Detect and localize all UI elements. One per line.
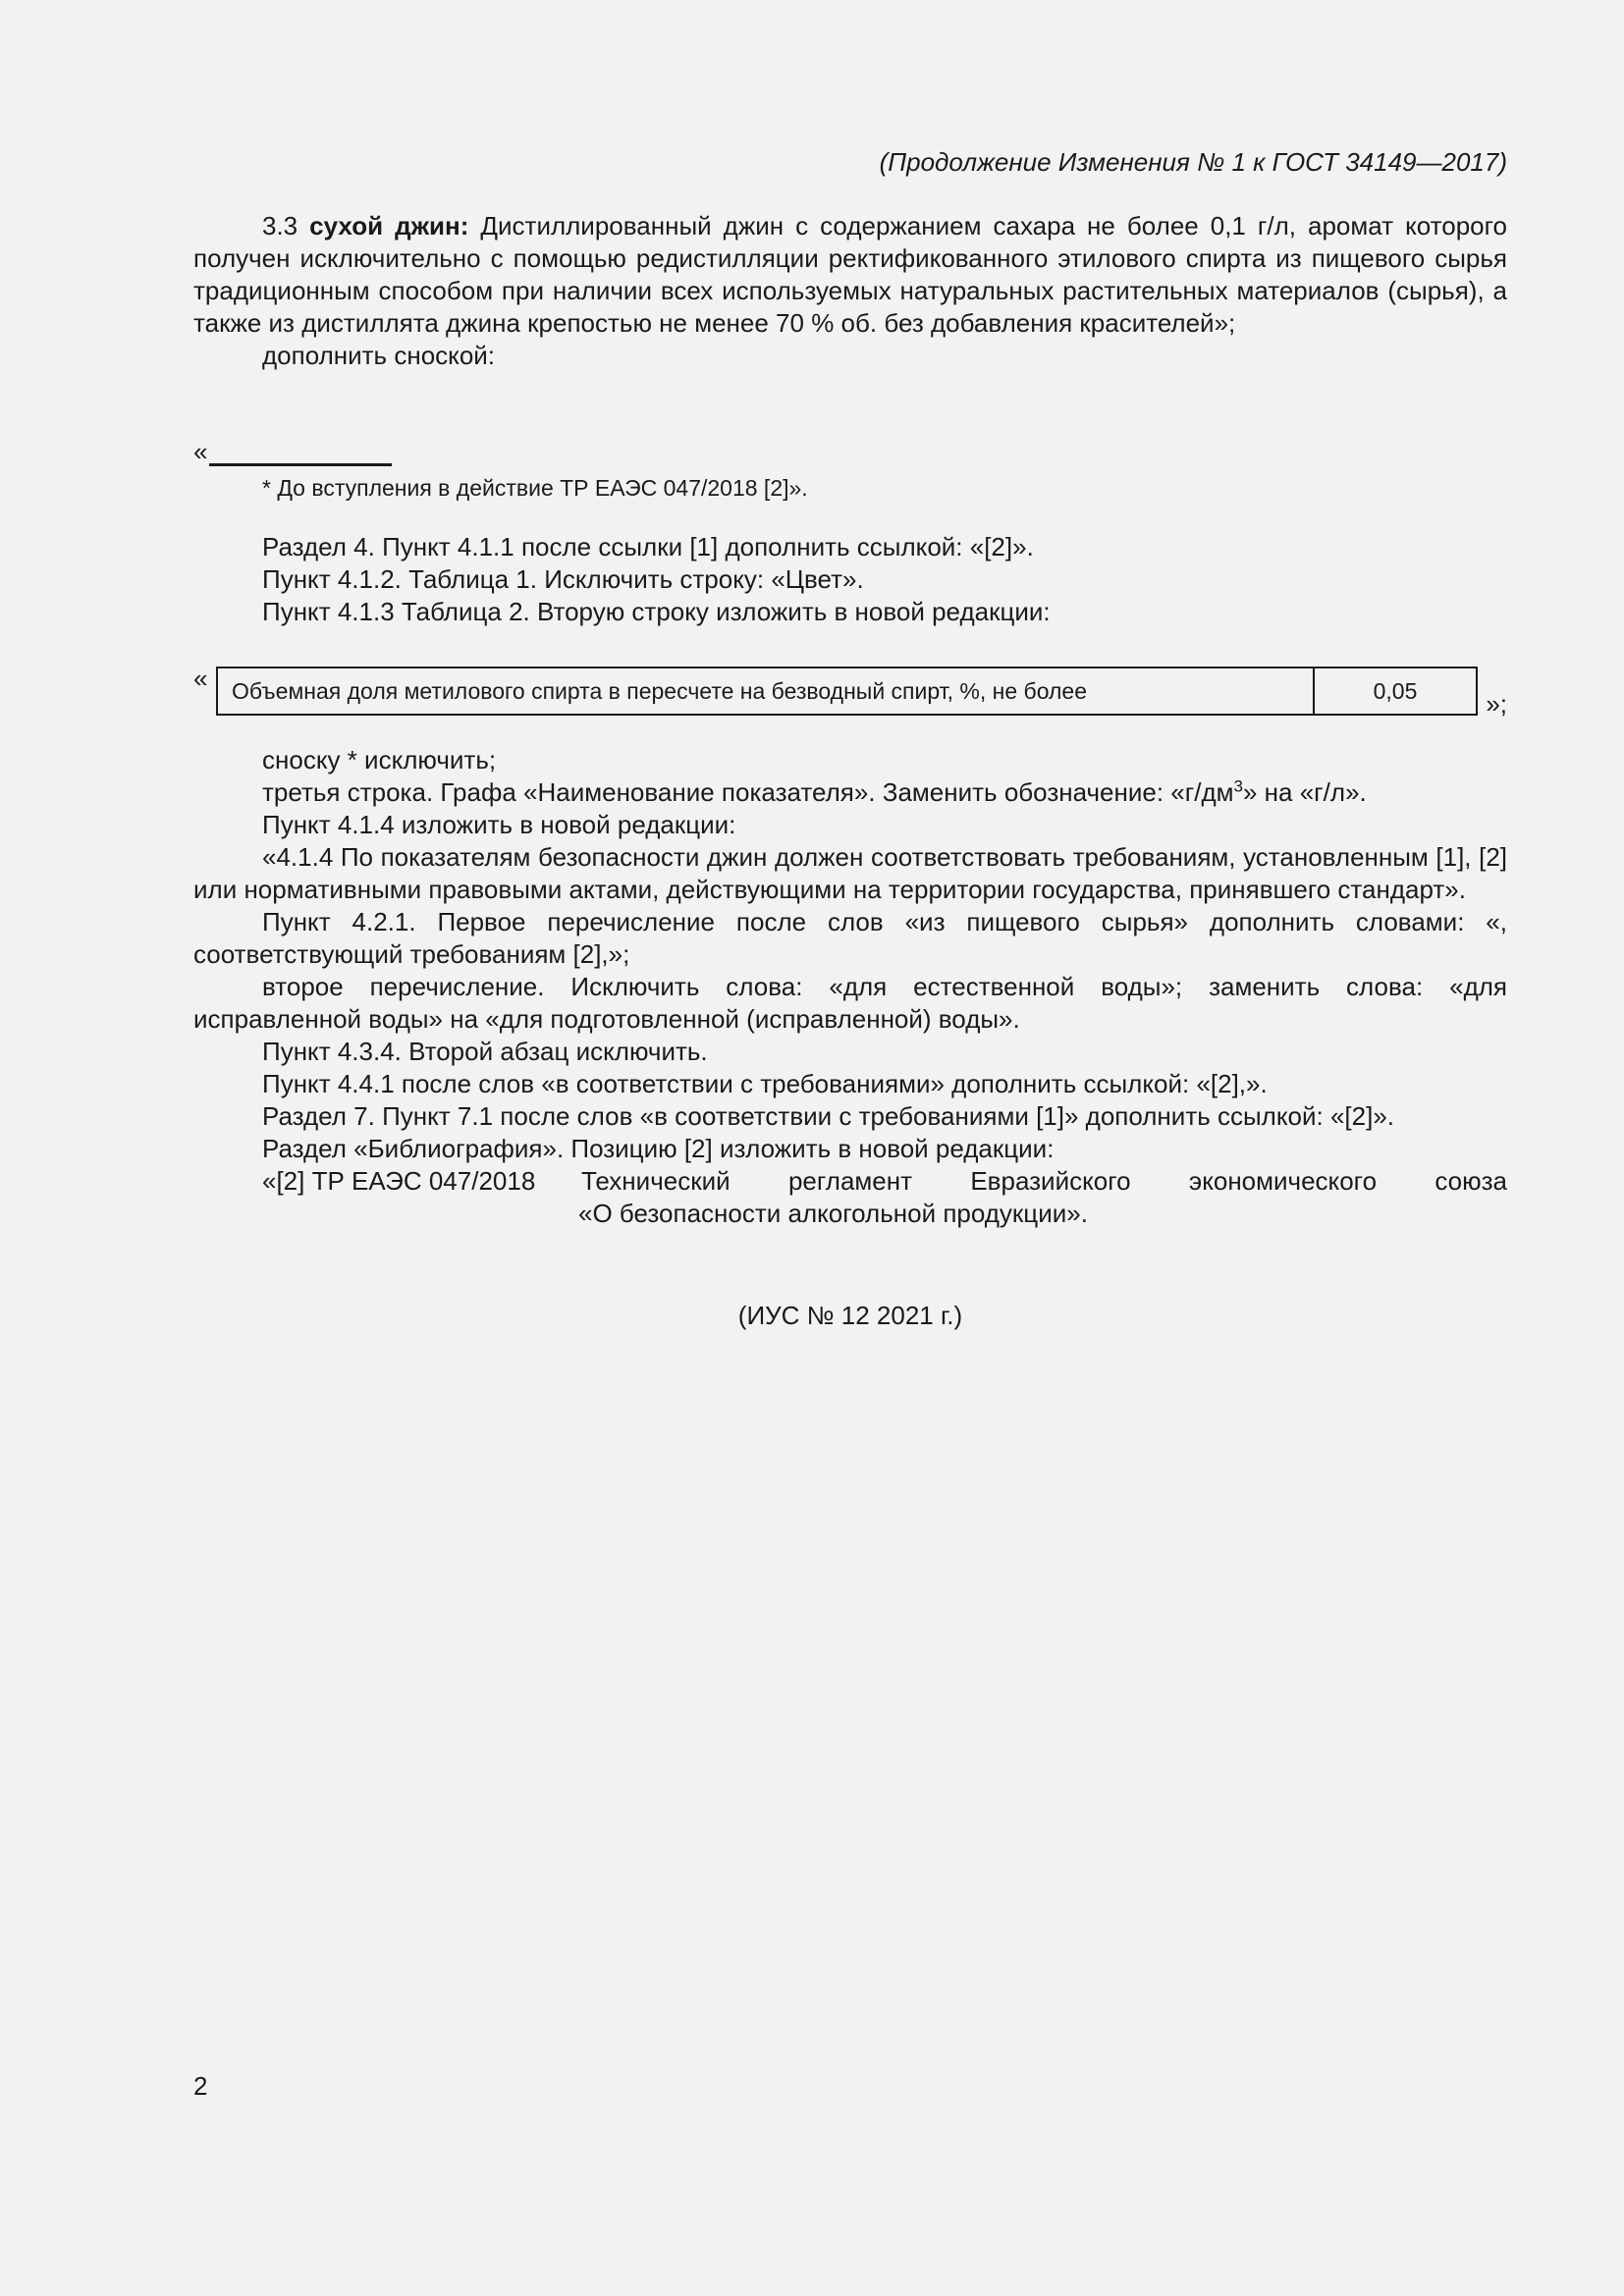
definition-paragraph (193, 210, 1507, 372)
table-cell-name: Объемная доля метилового спирта в пересчете на безводный спирт, %, не более (217, 667, 1314, 715)
instruction-line: Раздел «Библиография». Позицию [2] изложить в новой редакции: (262, 1134, 1055, 1163)
instruction-line: Пункт 4.1.2. Таблица 1. Исключить строку: «Цвет». (262, 564, 864, 594)
table-close-quote: »; (1486, 689, 1507, 719)
definition-number: 3.3 (262, 211, 298, 240)
instruction-line: Пункт 4.1.3 Таблица 2. Вторую строку изложить в новой редакции: (262, 597, 1051, 626)
add-footnote-line: дополнить сноской: (262, 341, 496, 370)
new-clause-text: «4.1.4 По показателям безопасности джин должен соответствовать требованиям, установленным [1], [2] или нормативными правовыми актами, действующими на территории государства, принявшего стандарт». (193, 842, 1507, 904)
ius-reference: (ИУС № 12 2021 г.) (737, 1301, 963, 1330)
footnote-quote: « (193, 437, 208, 466)
instruction-line: второе перечисление. Исключить слова: «для естественной воды»; заменить слова: «для исправленной воды» на «для подготовленной (исправленной) воды». (193, 972, 1507, 1034)
replacement-table (216, 667, 1478, 716)
instruction-line: Раздел 7. Пункт 7.1 после слов «в соответствии с требованиями [1]» дополнить ссылкой: «[2]». (262, 1101, 1395, 1131)
footnote-block (193, 437, 1507, 502)
footnote-rule (209, 463, 392, 466)
bibliography-title: Технический регламент Евразийского экономического союза (581, 1166, 1507, 1196)
table-row (217, 667, 1477, 715)
instruction-line: Раздел 4. Пункт 4.1.1 после ссылки [1] дополнить ссылкой: «[2]». (262, 532, 1034, 561)
instruction-line: сноску * исключить; (262, 745, 497, 774)
instruction-line: Пункт 4.1.4 изложить в новой редакции: (262, 810, 736, 839)
continuation-header: (Продолжение Изменения № 1 к ГОСТ 34149—2017) (879, 147, 1507, 177)
table-open-quote: « (193, 664, 208, 693)
instruction-line: Пункт 4.3.4. Второй абзац исключить. (262, 1037, 708, 1066)
instruction-line: Пункт 4.2.1. Первое перечисление после слов «из пищевого сырья» дополнить словами: «, соответствующий требованиям [2],»; (193, 907, 1507, 969)
replacement-table-block (193, 664, 1507, 722)
section-4-instructions (193, 531, 1507, 628)
bibliography-entry (193, 1165, 1507, 1230)
document-page (193, 0, 1507, 2296)
page-number: 2 (193, 2071, 208, 2101)
amendment-body (193, 744, 1507, 1230)
definition-term: сухой джин: (309, 211, 469, 240)
definition-text: Дистиллированный джин с содержанием сахара не более 0,1 г/л, аромат которого получен исключительно с помощью редистилляции ректификованного этилового спирта из пищевого сырья традиционным способом при наличии всех используемых натуральных растительных материалов (сырья), а также из дистиллята джина крепостью не менее 70 % об. без добавления красителей»; (193, 211, 1507, 338)
bibliography-key: «[2] ТР ЕАЭС 047/2018 (262, 1166, 536, 1196)
bibliography-title-cont: «О безопасности алкогольной продукции». (578, 1199, 1088, 1228)
footnote-text: * До вступления в действие ТР ЕАЭС 047/2018 [2]». (262, 475, 808, 501)
instruction-line: Пункт 4.4.1 после слов «в соответствии с требованиями» дополнить ссылкой: «[2],». (262, 1069, 1268, 1098)
table-cell-value: 0,05 (1314, 667, 1477, 715)
instruction-line: третья строка. Графа «Наименование показателя». Заменить обозначение: «$г/дм^3$» на «г/л». (262, 776, 1367, 807)
